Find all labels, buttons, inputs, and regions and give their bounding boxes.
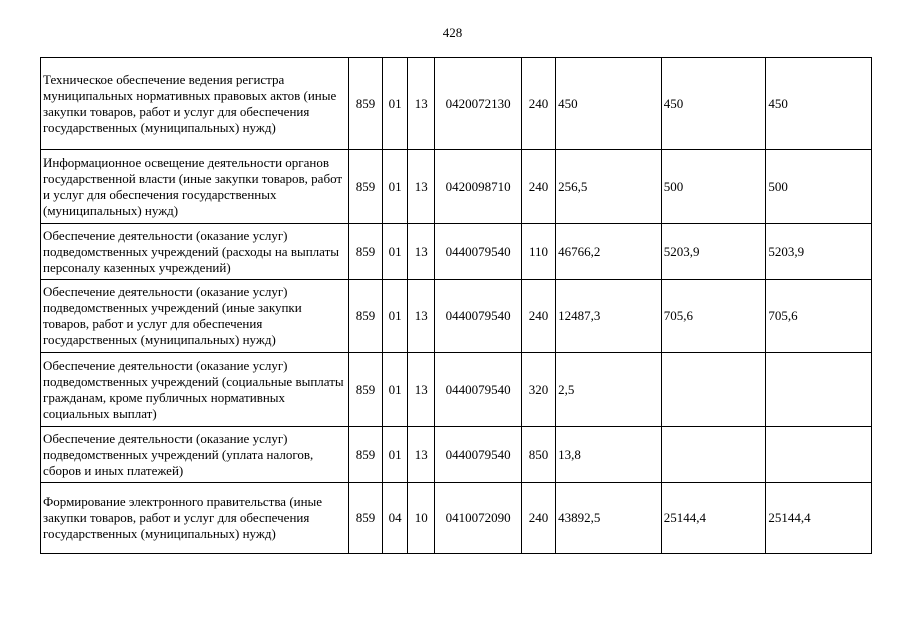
expense-type-code: 240 [521,58,555,150]
row-description: Техническое обеспечение ведения регистра муниципальных нормативных правовых актов (иные закупки товаров, работ и услуг для обеспечения государственных (муниципальных) нужд) [41,58,349,150]
ministry-code: 859 [348,224,382,280]
amount-year-1: 43892,5 [556,483,662,554]
section-code: 01 [383,150,408,224]
page-number: 428 [442,25,463,40]
ministry-code: 859 [348,427,382,483]
subsection-code: 13 [408,353,435,427]
amount-year-3 [766,353,872,427]
amount-year-3 [766,427,872,483]
budget-table [40,57,872,554]
ministry-code: 859 [348,150,382,224]
amount-year-1: 13,8 [556,427,662,483]
subsection-code: 13 [408,150,435,224]
expense-type-code: 110 [521,224,555,280]
row-description: Обеспечение деятельности (оказание услуг) подведомственных учреждений (уплата налогов, сборов и иных платежей) [41,427,349,483]
row-description: Обеспечение деятельности (оказание услуг) подведомственных учреждений (иные закупки товаров, работ и услуг для обеспечения государственных (муниципальных) нужд) [41,280,349,353]
amount-year-1: 46766,2 [556,224,662,280]
amount-year-2 [661,353,766,427]
amount-year-2 [661,427,766,483]
amount-year-1: 2,5 [556,353,662,427]
table-row [41,58,872,150]
subsection-code: 13 [408,224,435,280]
expense-type-code: 240 [521,280,555,353]
section-code: 04 [383,483,408,554]
expense-type-code: 240 [521,483,555,554]
target-article-code: 0420072130 [435,58,522,150]
amount-year-3: 25144,4 [766,483,872,554]
target-article-code: 0440079540 [435,280,522,353]
table-row [41,483,872,554]
row-description: Обеспечение деятельности (оказание услуг) подведомственных учреждений (расходы на выплаты персоналу казенных учреждений) [41,224,349,280]
row-description: Информационное освещение деятельности органов государственной власти (иные закупки товаров, работ и услуг для обеспечения государственных (муниципальных) нужд) [41,150,349,224]
section-code: 01 [383,224,408,280]
target-article-code: 0420098710 [435,150,522,224]
section-code: 01 [383,280,408,353]
table-row [41,427,872,483]
amount-year-2: 450 [661,58,766,150]
amount-year-3: 450 [766,58,872,150]
target-article-code: 0440079540 [435,427,522,483]
amount-year-1: 12487,3 [556,280,662,353]
amount-year-2: 500 [661,150,766,224]
amount-year-1: 450 [556,58,662,150]
amount-year-2: 705,6 [661,280,766,353]
target-article-code: 0440079540 [435,353,522,427]
expense-type-code: 320 [521,353,555,427]
target-article-code: 0410072090 [435,483,522,554]
subsection-code: 13 [408,58,435,150]
amount-year-2: 5203,9 [661,224,766,280]
expense-type-code: 240 [521,150,555,224]
row-description: Формирование электронного правительства (иные закупки товаров, работ и услуг для обеспечения государственных (муниципальных) нужд) [41,483,349,554]
subsection-code: 13 [408,427,435,483]
subsection-code: 13 [408,280,435,353]
section-code: 01 [383,427,408,483]
amount-year-2: 25144,4 [661,483,766,554]
ministry-code: 859 [348,58,382,150]
amount-year-1: 256,5 [556,150,662,224]
section-code: 01 [383,58,408,150]
amount-year-3: 705,6 [766,280,872,353]
table-row [41,353,872,427]
amount-year-3: 5203,9 [766,224,872,280]
table-row [41,150,872,224]
section-code: 01 [383,353,408,427]
ministry-code: 859 [348,353,382,427]
target-article-code: 0440079540 [435,224,522,280]
amount-year-3: 500 [766,150,872,224]
table-row [41,280,872,353]
ministry-code: 859 [348,280,382,353]
ministry-code: 859 [348,483,382,554]
expense-type-code: 850 [521,427,555,483]
table-row [41,224,872,280]
row-description: Обеспечение деятельности (оказание услуг) подведомственных учреждений (социальные выплаты гражданам, кроме публичных нормативных социальных выплат) [41,353,349,427]
subsection-code: 10 [408,483,435,554]
